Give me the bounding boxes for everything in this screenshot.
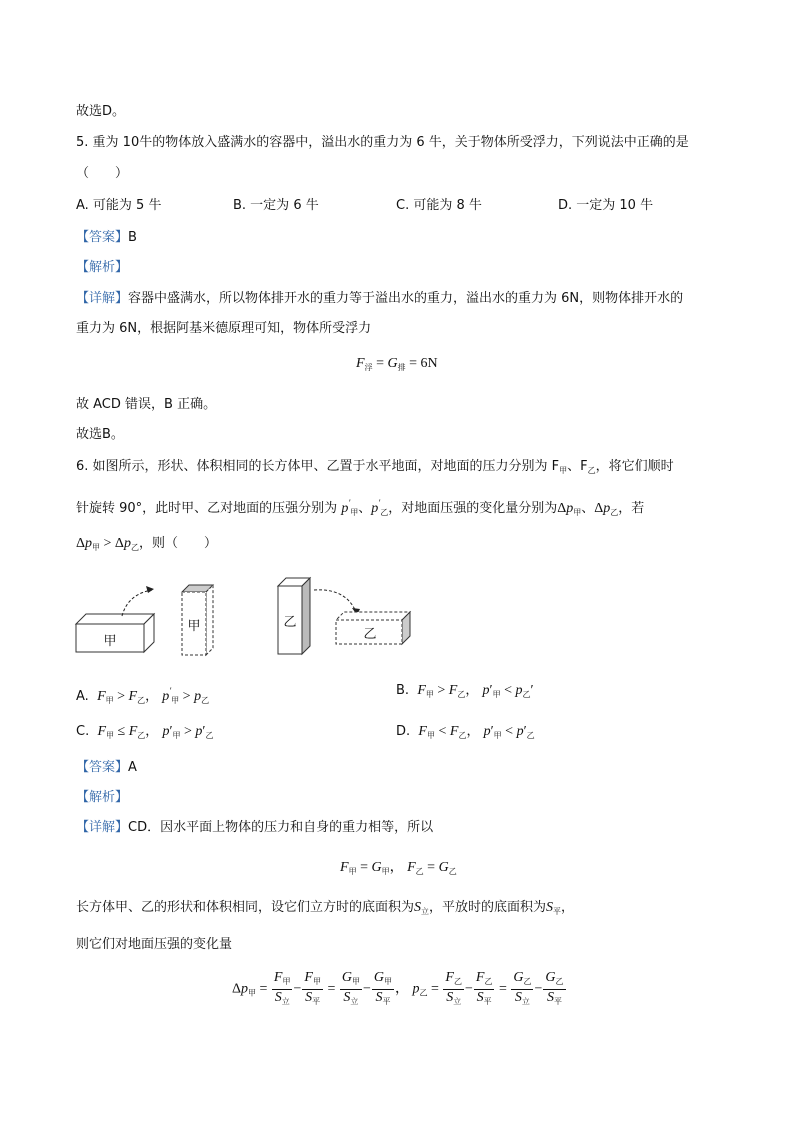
detail-label: 【详解】 — [76, 820, 129, 835]
q5-stem: 5. 重为 10牛的物体放入盛满水的容器中，溢出水的重力为 6 牛，关于物体所受浮力，下列说法中正确的是 — [76, 135, 689, 150]
answer-value: A — [128, 760, 137, 775]
box-yi-flat-label: 乙 — [363, 627, 377, 642]
q5-option-c: C. 可能为 8 牛 — [396, 198, 482, 213]
q6-stem-3: $\Delta p_甲 > \Delta p_乙$，则（ ） — [76, 536, 217, 552]
answer-value: B — [128, 230, 137, 245]
detail-label: 【详解】 — [76, 291, 129, 306]
q6-analysis-label: 【解析】 — [76, 790, 129, 805]
box-yi-standing-label: 乙 — [283, 615, 297, 630]
q6-stem-2: 针旋转 90°，此时甲、乙对地面的压强分别为 $p'_甲$、$p'_乙$，对地面压强的变化量分别为$\Delta p_甲$、$\Delta p_乙$，若 — [76, 498, 645, 517]
q6-detail-2: 长方体甲、乙的形状和体积相同，设它们立方时的底面积为$S_立$，平放时的底面积为$S_平$， — [76, 900, 575, 916]
q6-option-a: A. $F_甲 > F_乙$， $p'_甲 > p_乙$ — [76, 686, 210, 705]
q6-stem-1: 6. 如图所示，形状、体积相同的长方体甲、乙置于水平地面，对地面的压力分别为 $F_甲$、$F_乙$，将它们顺时 — [76, 459, 674, 475]
box-jia-flat-label: 甲 — [103, 634, 117, 649]
box-jia-standing — [182, 585, 213, 655]
q6-figure — [70, 572, 420, 662]
q5-bracket: （ ） — [76, 166, 129, 181]
q5-analysis-label: 【解析】 — [76, 260, 129, 275]
q5-equation: $F_浮 = G_排 = 6N$ — [356, 356, 438, 372]
q6-answer — [76, 759, 137, 777]
q6-detail-1 — [76, 819, 433, 837]
q5-option-a: A. 可能为 5 牛 — [76, 198, 162, 213]
q6-option-c: C. $F_甲 \le F_乙$， $p'_甲 > p'_乙$ — [76, 724, 214, 740]
q5-detail-1 — [76, 290, 683, 308]
box-jia-flat — [76, 614, 154, 652]
answer-label: 【答案】 — [76, 230, 129, 245]
conclusion-line: 故选D。 — [76, 104, 126, 119]
q5-answer — [76, 229, 137, 247]
q5-option-d: D. 一定为 10 牛 — [558, 198, 654, 213]
answer-label: 【答案】 — [76, 760, 129, 775]
q6-detail-3: 则它们对地面压强的变化量 — [76, 937, 233, 952]
q6-option-d: D. $F_甲 < F_乙$， $p'_甲 < p'_乙$ — [396, 724, 535, 740]
q5-conclusion-2: 故选B。 — [76, 427, 124, 442]
q5-option-b: B. 一定为 6 牛 — [233, 198, 319, 213]
box-yi-standing — [278, 578, 310, 654]
q5-conclusion-1: 故 ACD 错误，B 正确。 — [76, 397, 217, 412]
box-yi-flat — [336, 612, 410, 644]
detail-text: 容器中盛满水，所以物体排开水的重力等于溢出水的重力，溢出水的重力为 6N，则物体排开水的 — [128, 291, 684, 306]
q6-equation-1: $F_甲 = G_甲$， $F_乙 = G_乙$ — [340, 860, 457, 876]
detail-text: CD．因水平面上物体的压力和自身的重力相等，所以 — [128, 820, 434, 835]
q5-detail-2: 重力为 6N，根据阿基米德原理可知，物体所受浮力 — [76, 321, 372, 336]
q6-equation-2: $\Delta p_甲$ = $\frac{F_甲}{S_立}$ − $\frac{F_甲}{S_平}$ = $\frac{G_甲}{S_立}$ − $\frac{G_甲}{S_平}$ ， $p_乙$ = $\frac{F_乙}{S_立}$ − $\frac{F_乙}{S_平}$ = $\frac{G_乙}{S_立}$ − $\frac{G_乙}{S_平}$ — [232, 970, 564, 1006]
q6-option-b: B. $F_甲 > F_乙$， $p'_甲 < p_乙'$ — [396, 683, 534, 699]
box-jia-standing-label: 甲 — [187, 619, 201, 634]
